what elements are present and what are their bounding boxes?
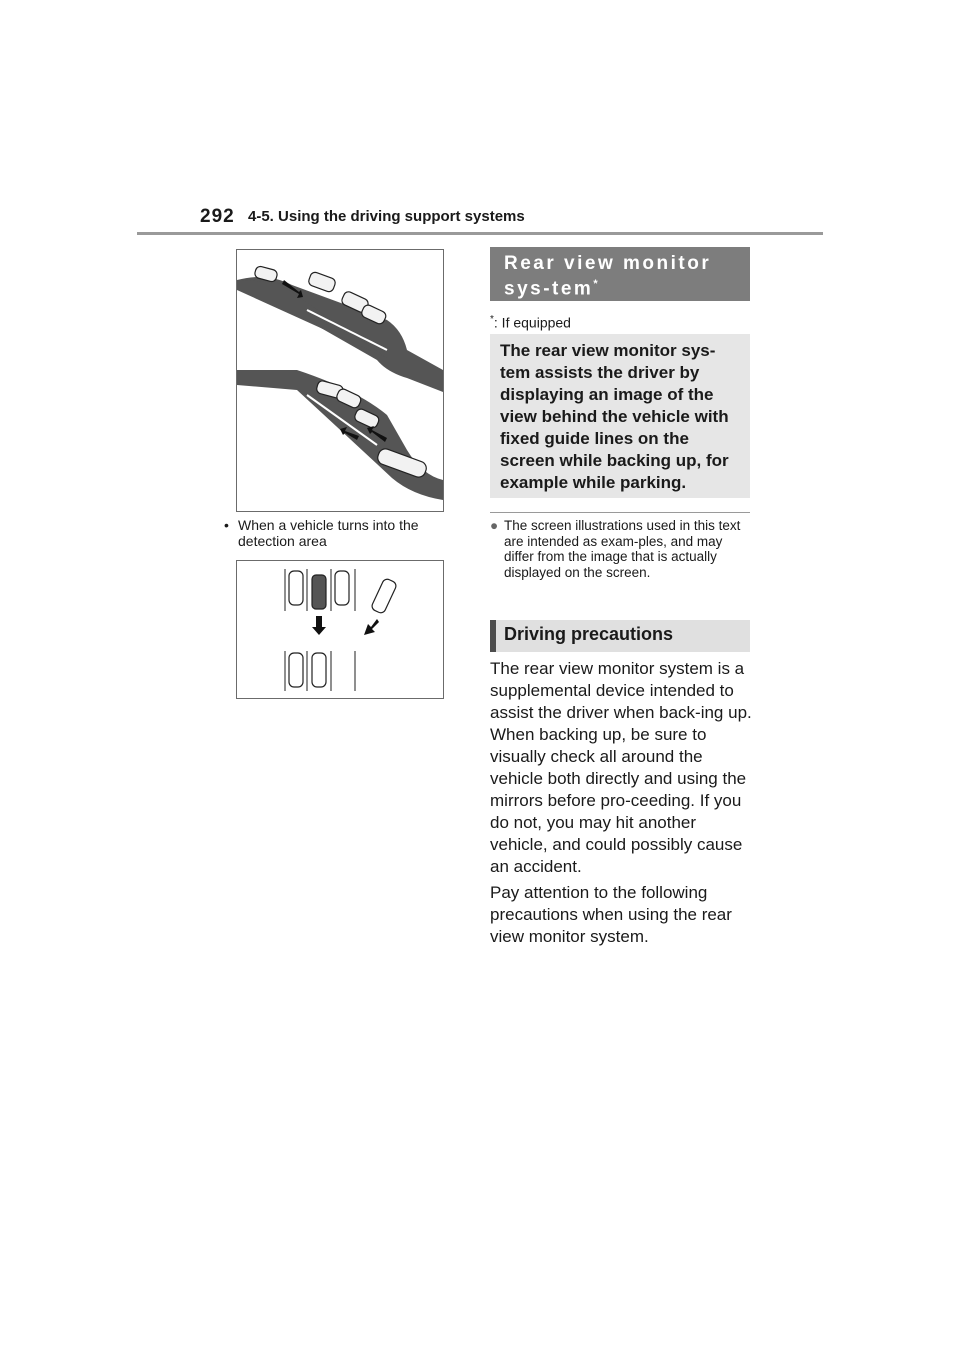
- rear-view-heading: Rear view monitor sys-tem*: [504, 253, 712, 300]
- note-text: The screen illustrations used in this text are intended as exam-ples, and may differ from the image that is actually displayed on the screen.: [504, 518, 741, 580]
- precautions-paragraph-1: The rear view monitor system is a supplemental device intended to assist the driver when back-ing up. When backing up, be sure to visually check all around the vehicle both directly and using the mirrors before pro-ceeding. If you do not, you may hit another vehicle, and could possibly cause an accident.: [490, 659, 752, 876]
- road-diagram: [237, 250, 443, 511]
- rear-view-heading-block: [490, 247, 750, 301]
- intro-text: The rear view monitor sys-tem assists the driver by displaying an image of the view behind the vehicle with fixed guide lines on the screen while backing up, for example while parking.: [500, 341, 729, 492]
- road-illustration: [236, 249, 444, 512]
- note-bullet: ●: [490, 518, 499, 533]
- intro-box: [490, 334, 750, 498]
- driving-precautions-heading: Driving precautions: [504, 624, 674, 644]
- driving-precautions-heading-block: [490, 620, 750, 652]
- parking-illustration: [236, 560, 444, 699]
- screen-note: [490, 518, 752, 580]
- caption-bullet: •: [224, 517, 229, 533]
- section-title: 4-5. Using the driving support systems: [248, 208, 525, 225]
- figure-caption: [224, 517, 444, 549]
- footnote: [490, 314, 571, 331]
- header-rule: [137, 232, 823, 235]
- precautions-paragraph-2: Pay attention to the following precautions when using the rear view monitor system.: [490, 883, 732, 946]
- page-number: 292: [200, 206, 235, 227]
- footnote-mark: *: [490, 314, 494, 325]
- parking-diagram: [237, 561, 443, 698]
- caption-text: When a vehicle turns into the detection area: [238, 517, 419, 549]
- divider: [490, 512, 750, 513]
- footnote-text: : If equipped: [493, 314, 571, 331]
